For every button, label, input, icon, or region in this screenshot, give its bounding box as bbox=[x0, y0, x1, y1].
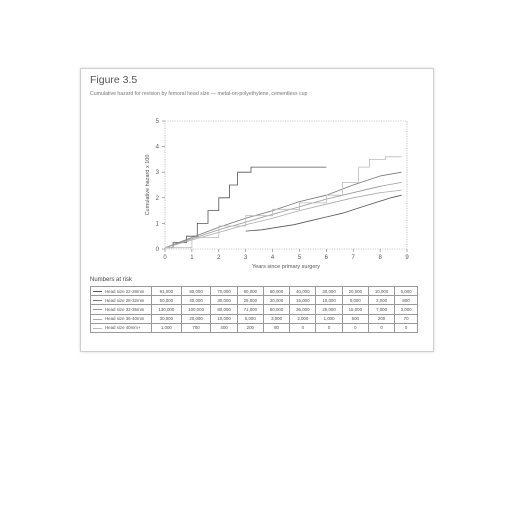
y-tick-label: 0 bbox=[155, 247, 159, 253]
x-axis-label: Years since primary surgery bbox=[252, 264, 320, 270]
risk-cell: 80 bbox=[263, 323, 289, 332]
risk-cell: 100,000 bbox=[181, 305, 211, 314]
x-tick-label: 3 bbox=[243, 255, 248, 261]
risk-cell: 700 bbox=[181, 323, 211, 332]
risk-cell: 80,000 bbox=[181, 287, 211, 296]
x-tick-label: 6 bbox=[324, 255, 329, 261]
risk-cell: 10,000 bbox=[316, 296, 342, 305]
risk-table-row bbox=[91, 314, 418, 323]
x-tick-label: 8 bbox=[378, 255, 382, 261]
risk-cell: 25,000 bbox=[316, 305, 342, 314]
series-line-2 bbox=[165, 172, 402, 248]
risk-cell: 20,000 bbox=[181, 314, 211, 323]
hazard-chart bbox=[81, 69, 433, 274]
risk-table-title: Numbers at risk bbox=[90, 277, 133, 283]
risk-table-row bbox=[91, 287, 418, 296]
figure-card bbox=[80, 68, 434, 352]
risk-cell: 200 bbox=[368, 314, 394, 323]
risk-cell: 70 bbox=[395, 314, 418, 323]
risk-cell: 0 bbox=[342, 323, 368, 332]
x-tick-label: 5 bbox=[297, 255, 302, 261]
risk-cell: 0 bbox=[316, 323, 342, 332]
risk-cell: 130,000 bbox=[152, 305, 182, 314]
risk-cell: 50,000 bbox=[152, 296, 182, 305]
figure-caption: Cumulative hazard for revision by femoral head size — metal-on-polyethylene, cementless cup bbox=[90, 91, 308, 97]
risk-cell: 0 bbox=[290, 323, 316, 332]
risk-cell: 2,000 bbox=[368, 296, 394, 305]
plot-frame bbox=[165, 121, 407, 249]
legend-line-swatch bbox=[93, 319, 102, 320]
risk-row-label bbox=[91, 323, 152, 332]
risk-cell: 200 bbox=[237, 323, 263, 332]
legend-line-swatch bbox=[93, 300, 102, 301]
risk-cell: 15,000 bbox=[342, 305, 368, 314]
y-tick-label: 4 bbox=[155, 144, 159, 151]
risk-row-label bbox=[91, 287, 152, 296]
legend-line-swatch bbox=[93, 309, 102, 310]
x-tick-label: 0 bbox=[163, 255, 167, 261]
risk-cell: 30,000 bbox=[316, 287, 342, 296]
y-tick-label: 5 bbox=[155, 119, 159, 125]
risk-cell: 1,000 bbox=[316, 314, 342, 323]
risk-row-label bbox=[91, 296, 152, 305]
risk-cell: 500 bbox=[342, 314, 368, 323]
risk-cell: 20,000 bbox=[263, 296, 289, 305]
risk-table-row bbox=[91, 323, 418, 332]
risk-row-label-text: Head size 36-40mm bbox=[105, 316, 145, 322]
risk-cell: 3,000 bbox=[263, 314, 289, 323]
risk-cell: 0 bbox=[368, 323, 394, 332]
figure-title: Figure 3.5 bbox=[90, 74, 138, 86]
legend-line-swatch bbox=[93, 291, 102, 292]
risk-cell: 36,000 bbox=[290, 305, 316, 314]
risk-cell: 71,000 bbox=[237, 305, 263, 314]
x-tick-label: 4 bbox=[270, 255, 275, 261]
risk-cell: 50,000 bbox=[263, 305, 289, 314]
risk-cell: 50,000 bbox=[263, 287, 289, 296]
risk-cell: 20,000 bbox=[342, 287, 368, 296]
risk-row-label-text: Head size 40mm+ bbox=[105, 325, 141, 331]
series-line-6 bbox=[246, 195, 402, 231]
risk-row-label-text: Head size 22-28mm bbox=[105, 288, 145, 294]
risk-cell: 1,000 bbox=[152, 323, 182, 332]
risk-cell: 5,000 bbox=[342, 296, 368, 305]
y-axis-label: Cumulative hazard x 100 bbox=[145, 154, 151, 216]
risk-cell: 30,000 bbox=[211, 296, 237, 305]
y-tick-label: 2 bbox=[155, 195, 159, 202]
risk-cell: 5,000 bbox=[237, 314, 263, 323]
risk-cell: 15,000 bbox=[290, 296, 316, 305]
series-line-4 bbox=[165, 190, 402, 248]
risk-cell: 10,000 bbox=[211, 314, 237, 323]
risk-cell: 800 bbox=[395, 296, 418, 305]
x-tick-label: 2 bbox=[217, 255, 221, 261]
y-tick-label: 3 bbox=[155, 170, 159, 177]
risk-cell: 0 bbox=[395, 323, 418, 332]
x-tick-label: 1 bbox=[190, 255, 194, 261]
x-tick-label: 7 bbox=[351, 255, 355, 261]
numbers-at-risk-table bbox=[90, 286, 418, 333]
risk-cell: 7,000 bbox=[368, 305, 394, 314]
risk-cell: 3,000 bbox=[395, 305, 418, 314]
risk-cell: 80,000 bbox=[211, 305, 237, 314]
risk-row-label-text: Head size 28-32mm bbox=[105, 297, 145, 303]
risk-cell: 5,000 bbox=[395, 287, 418, 296]
risk-row-label bbox=[91, 305, 152, 314]
risk-cell: 25,000 bbox=[237, 296, 263, 305]
risk-cell: 60,000 bbox=[237, 287, 263, 296]
risk-row-label bbox=[91, 314, 152, 323]
risk-table-row bbox=[91, 305, 418, 314]
risk-cell: 40,000 bbox=[290, 287, 316, 296]
risk-cell: 70,000 bbox=[211, 287, 237, 296]
x-tick-label: 9 bbox=[405, 255, 409, 261]
risk-cell: 91,000 bbox=[152, 287, 182, 296]
risk-cell: 400 bbox=[211, 323, 237, 332]
risk-row-label-text: Head size 32-36mm bbox=[105, 306, 145, 312]
risk-cell: 10,000 bbox=[368, 287, 394, 296]
risk-cell: 30,000 bbox=[152, 314, 182, 323]
y-tick-label: 1 bbox=[155, 221, 159, 228]
series-line-1 bbox=[165, 167, 326, 248]
risk-cell: 40,000 bbox=[181, 296, 211, 305]
legend-line-swatch bbox=[93, 328, 102, 329]
risk-cell: 2,000 bbox=[290, 314, 316, 323]
risk-table-row bbox=[91, 296, 418, 305]
